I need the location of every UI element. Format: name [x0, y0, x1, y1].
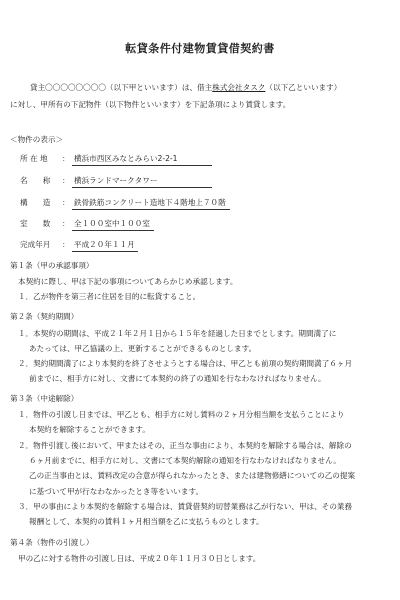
property-value: 横浜ランドマークタワー — [72, 175, 212, 188]
property-value: 全１００室中１００室 — [72, 218, 154, 231]
intro-line-1 — [10, 79, 390, 96]
article-2-line: 前までに、相手方に対し、文書にて本契約の終了の通知を行なわなければなりません。 — [29, 374, 326, 383]
property-label: 室 数 — [20, 219, 51, 228]
property-row — [20, 218, 154, 231]
article-3-heading: 第３条（中途解除） — [10, 394, 79, 403]
intro-line-2: に対し、甲所有の下記物件（以下物件といいます）を下記条項により賃貸します。 — [10, 100, 291, 109]
intro-paragraph — [10, 79, 390, 113]
property-colon: ： — [62, 219, 70, 228]
property-heading: ＜物件の表示＞ — [10, 135, 64, 144]
article-1-line: １．乙が物件を第三者に住居を目的に転貸すること。 — [18, 292, 201, 301]
property-colon: ： — [62, 154, 70, 163]
property-colon: ： — [62, 240, 70, 249]
property-colon: ： — [62, 176, 70, 185]
article-4-line: 甲の乙に対する物件の引渡し日は、平成２０年１１月３０日とします。 — [18, 554, 261, 563]
property-value: 平成２０年１１月 — [72, 239, 138, 252]
property-row — [20, 239, 138, 252]
article-3-line: に基づいて甲が行なわなかったとき等をいいます。 — [29, 487, 204, 496]
intro-prefix: 貸主〇〇〇〇〇〇〇〇（以下甲といいます）は、借主 — [30, 83, 213, 92]
article-4-heading: 第４条（物件の引渡し） — [10, 538, 94, 547]
document-title: 転貸条件付建物賃貸借契約書 — [125, 42, 275, 55]
property-label: 構 造 — [20, 198, 51, 207]
article-2-line: ２．契約期間満了により本契約を終了させようとする場合は、甲乙とも前項の契約期間満了６ヶ月 — [18, 359, 353, 368]
article-1-line: 本契約に際し、甲は下記の事項についてあらかじめ承認します。 — [18, 277, 238, 286]
property-row — [20, 197, 230, 210]
article-3-line: ２．物件引渡し後において、甲またはその、正当な事由により、本契約を解除する場合は、解除の — [18, 441, 352, 450]
article-1-heading: 第１条（甲の承認事項） — [10, 261, 94, 270]
article-3-line: ３．甲の事由により本契約を解除する場合は、賃貸借契約切替業務は乙が行ない、甲は、その業務 — [18, 502, 353, 511]
article-2-heading: 第２条（契約期間） — [10, 312, 79, 321]
property-value: 横浜市西区みなとみらい2-2-1 — [72, 153, 212, 166]
article-3-line: 報酬として、本契約の賃料１ヶ月相当額を乙に支払うものとします。 — [29, 517, 264, 526]
tenant-company: 株式会社タスク — [212, 83, 266, 92]
property-value: 鉄骨鉄筋コンクリート造地下４階地上７０階 — [72, 197, 230, 210]
article-3-line: 乙の正当事由とは、賃料改定の合意が得られなかったとき、または建物修繕についての乙の提案 — [29, 471, 356, 480]
property-label: 名 称 — [20, 176, 51, 185]
article-2-line: あたっては、甲乙協議の上、更新することができるものとします。 — [29, 344, 257, 353]
article-3-line: １．物件の引渡し日までは、甲乙とも、相手方に対し賃料の２ヶ月分相当額を支払うことにより — [18, 410, 345, 419]
property-row — [20, 153, 212, 166]
property-row — [20, 175, 212, 188]
property-label: 完成年月 — [20, 240, 51, 249]
article-3-line: 本契約を解除することができます。 — [29, 425, 150, 434]
article-2-line: １．本契約の期間は、平成２１年２月１日から１５年を経過した日までとします。期間満了に — [18, 329, 337, 338]
property-label: 所 在 地 — [20, 154, 48, 163]
intro-suffix: （以下乙といいます） — [265, 83, 342, 92]
article-3-line: ６ヶ月前までに、相手方に対し、文書にて本契約解除の通知を行なわなければなりません。 — [29, 456, 341, 465]
property-colon: ： — [62, 198, 70, 207]
